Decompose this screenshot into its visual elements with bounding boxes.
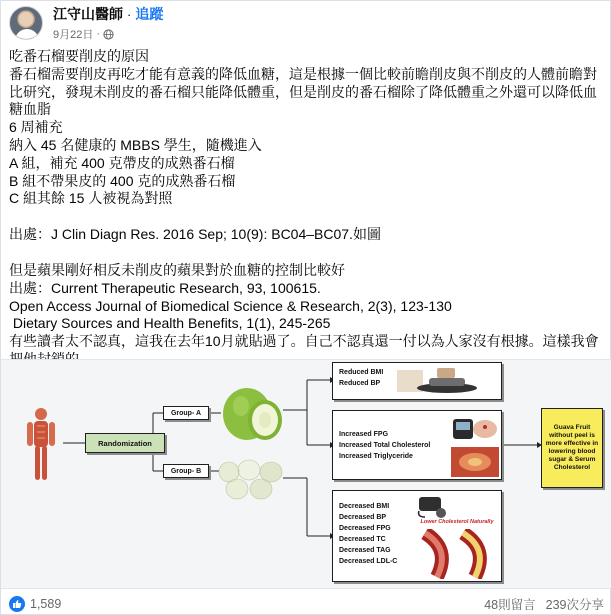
thumbs-up-icon bbox=[9, 596, 25, 612]
group-b-box: Group- B bbox=[163, 464, 209, 478]
group-a-outcome-box bbox=[332, 362, 502, 400]
outcome-item: Decreased BMI bbox=[339, 503, 390, 510]
separator-dot: · bbox=[96, 28, 101, 40]
outcome-item: Increased Total Cholesterol bbox=[339, 442, 431, 449]
group-a-increase-box bbox=[332, 410, 502, 480]
human-anatomy-icon bbox=[19, 406, 63, 484]
reaction-count[interactable]: 1,589 bbox=[30, 596, 62, 611]
post-body bbox=[9, 48, 605, 369]
outcome-list bbox=[339, 367, 383, 389]
comments-count[interactable]: 48則留言 bbox=[484, 597, 536, 612]
post-paragraph: Open Access Journal of Biomedical Science & Research, 2(3), 123-130 bbox=[9, 297, 452, 314]
shares-count[interactable]: 239次分享 bbox=[545, 597, 604, 612]
post-source: 出處：J Clin Diagn Res. 2016 Sep; 10(9): BC04–BC07.如圖 bbox=[9, 226, 381, 243]
post-date[interactable]: 9月22日 bbox=[53, 29, 94, 41]
post-header bbox=[9, 5, 163, 41]
group-b-outcome-box bbox=[332, 490, 502, 582]
post-paragraph: Dietary Sources and Health Benefits, 1(1), 245-265 bbox=[9, 315, 331, 332]
post-paragraph: 納入 45 名健康的 MBBS 學生，隨機進入 bbox=[9, 136, 262, 153]
flow-connectors bbox=[1, 360, 611, 590]
post-paragraph: 有些讀者太不認真，這我在去年10月就貼過了。自己不認真還一付以為人家沒有根據。這樣我會 bbox=[9, 333, 599, 350]
glucose-meter-image bbox=[451, 413, 499, 443]
outcome-item: Reduced BMI bbox=[339, 369, 384, 376]
author-row bbox=[53, 4, 163, 24]
outcome-list bbox=[339, 501, 397, 567]
post-paragraph: 出處：Current Therapeutic Research, 93, 100615. bbox=[9, 279, 321, 296]
conclusion-box: Guava Fruit without peel is more effective in lowering blood sugar & Serum Cholesterol bbox=[541, 408, 603, 488]
outcome-item: Decreased FPG bbox=[339, 525, 391, 532]
outcome-item: Reduced BP bbox=[339, 380, 381, 387]
outcome-item: Increased FPG bbox=[339, 431, 389, 438]
author-info bbox=[53, 4, 163, 42]
post-paragraph: B 組不帶果皮的 400 克的成熟番石榴 bbox=[9, 172, 236, 189]
peeled-guava-image bbox=[217, 458, 285, 500]
artery-image bbox=[451, 447, 499, 477]
post-meta bbox=[53, 26, 163, 42]
separator-dot: · bbox=[127, 6, 132, 22]
outcome-item: Decreased BP bbox=[339, 514, 387, 521]
post-footer bbox=[1, 591, 611, 615]
randomization-box: Randomization bbox=[85, 433, 165, 453]
post-paragraph: A 組，補充 400 克帶皮的成熟番石榴 bbox=[9, 154, 235, 171]
outcome-item: Decreased LDL-C bbox=[339, 558, 398, 565]
post-paragraph: 但是蘋果剛好相反未削皮的蘋果對於血糖的控制比較好 bbox=[9, 261, 345, 278]
follow-button[interactable]: 追蹤 bbox=[135, 6, 164, 22]
cholesterol-caption: Lower Cholesterol Naturally bbox=[420, 519, 494, 525]
post-paragraph: 6 周補充 bbox=[9, 119, 63, 136]
outcome-item: Decreased TC bbox=[339, 536, 386, 543]
post-paragraph: 番石榴需要削皮再吃才能有意義的降低血糖，這是根據一個比較前瞻削皮與不削皮的人體前瞻對比研究，發現未削皮的番石榴只能降低體重，但是削皮的番石榴除了降低體重之外還可以降低血糖血脂 bbox=[9, 65, 597, 118]
spacer bbox=[9, 244, 605, 262]
post-paragraph: C 組其餘 15 人被視為對照 bbox=[9, 190, 173, 207]
post-paragraph: 吃番石榴要削皮的原因 bbox=[9, 48, 149, 64]
outcome-list bbox=[339, 429, 430, 462]
engagement-stats bbox=[484, 595, 604, 613]
globe-icon bbox=[103, 29, 114, 40]
spacer bbox=[9, 208, 605, 226]
scale-image bbox=[397, 366, 487, 396]
outcome-item: Increased Triglyceride bbox=[339, 453, 413, 460]
group-a-box: Group- A bbox=[163, 406, 209, 420]
blood-vessels-image bbox=[421, 529, 495, 579]
study-infographic[interactable] bbox=[1, 359, 611, 589]
blood-pressure-cuff-image bbox=[415, 493, 447, 519]
author-name[interactable]: 江守山醫師 bbox=[53, 6, 123, 22]
author-avatar[interactable] bbox=[9, 6, 43, 40]
guava-with-peel-image bbox=[219, 382, 285, 444]
outcome-item: Decreased TAG bbox=[339, 547, 391, 554]
